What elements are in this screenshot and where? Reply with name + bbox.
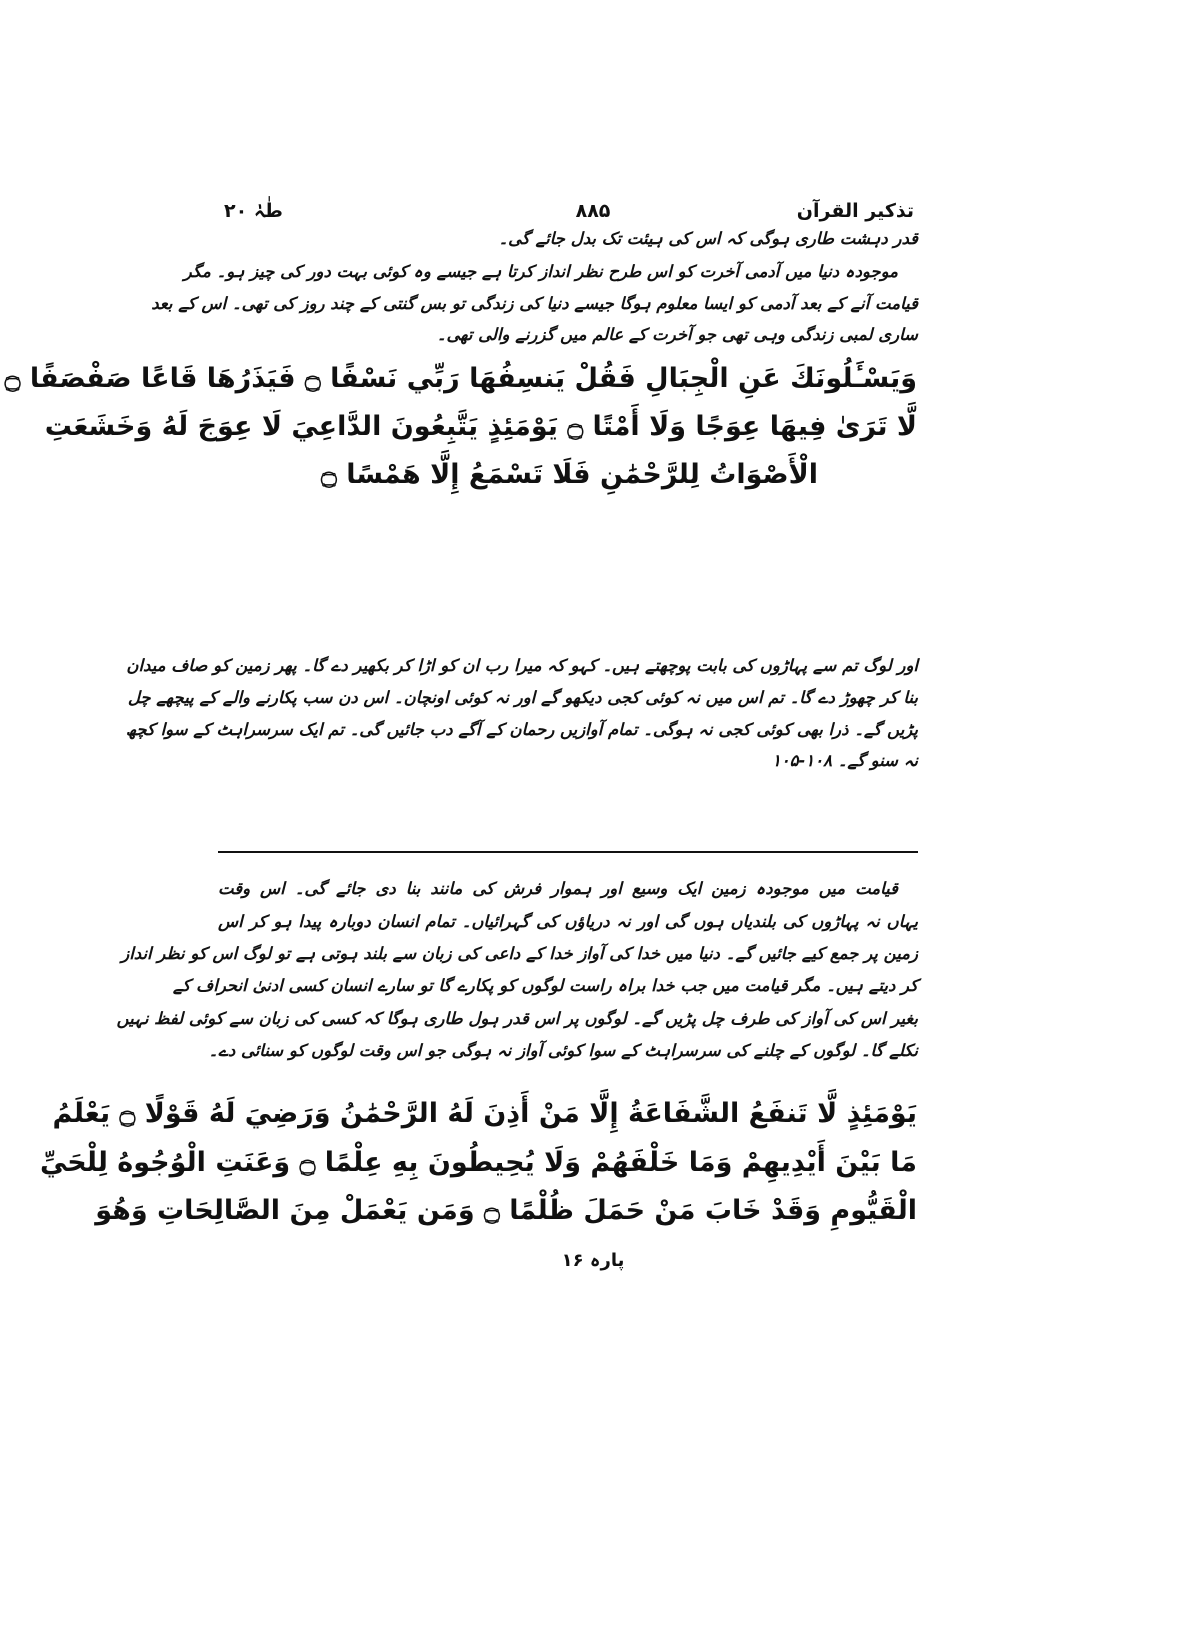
quran-verse-line: الْقَيُّومِ وَقَدْ خَابَ مَنْ حَمَلَ ظُلْمًا ۝ وَمَن يَعْمَلْ مِنَ الصَّالِحَاتِ وَهُوَ bbox=[95, 1195, 917, 1226]
surah-name: طٰہٰ ۲۰ bbox=[224, 200, 283, 222]
quran-verse-line: لَّا تَرَىٰ فِيهَا عِوَجًا وَلَا أَمْتًا ۝ يَوْمَئِذٍ يَتَّبِعُونَ الدَّاعِيَ لَا عِوَجَ لَهُ وَخَشَعَتِ bbox=[44, 411, 917, 442]
commentary-line: قیامت آنے کے بعد آدمی کو ایسا معلوم ہوگا جیسے دنیا کی زندگی تو بس گنتی کے چند روز کی تھی۔ اس کے بعد bbox=[151, 294, 918, 313]
quran-verse-line: مَا بَيْنَ أَيْدِيهِمْ وَمَا خَلْفَهُمْ وَلَا يُحِيطُونَ بِهِ عِلْمًا ۝ وَعَنَتِ الْوُجُوهُ لِلْحَيِّ bbox=[39, 1147, 917, 1178]
quran-verse-line: وَيَسْـَٔلُونَكَ عَنِ الْجِبَالِ فَقُلْ يَنسِفُهَا رَبِّي نَسْفًا ۝ فَيَذَرُهَا قَاعًا صَفْصَفًا ۝ bbox=[4, 363, 917, 394]
commentary-line: قیامت میں موجودہ زمین ایک وسیع اور ہموار فرش کی مانند بنا دی جائے گی۔ اس وقت bbox=[218, 879, 898, 898]
translation-line: اور لوگ تم سے پہاڑوں کی بابت پوچھتے ہیں۔ کہو کہ میرا رب ان کو اڑا کر بکھیر دے گا۔ پھر زمین کو صاف میدان bbox=[126, 656, 918, 675]
commentary-line: یہاں نہ پہاڑوں کی بلندیاں ہوں گی اور نہ دریاؤں کی گہرائیاں۔ تمام انسان دوبارہ پیدا ہو کر اس bbox=[218, 912, 918, 931]
quran-verse-line: الْأَصْوَاتُ لِلرَّحْمَٰنِ فَلَا تَسْمَعُ إِلَّا هَمْسًا ۝ bbox=[321, 459, 818, 490]
commentary-line: بغیر اس کی آواز کی طرف چل پڑیں گے۔ لوگوں پر اس قدر ہول طاری ہوگا کہ کسی کی زبان سے کوئی لفظ نہیں bbox=[116, 1009, 918, 1028]
commentary-line: ساری لمبی زندگی وہی تھی جو آخرت کے عالم میں گزرنے والی تھی۔ bbox=[436, 325, 918, 344]
para-footer: پارہ ۱۶ bbox=[561, 1250, 625, 1271]
commentary-line: زمین پر جمع کیے جائیں گے۔ دنیا میں خدا کی آواز خدا کے داعی کی زبان سے بلند ہوتی ہے تو لوگ اس کو نظر انداز bbox=[121, 944, 918, 963]
commentary-line: نکلے گا۔ لوگوں کے چلنے کی سرسراہٹ کے سوا کوئی آواز نہ ہوگی جو اس وقت لوگوں کو سنائی دے۔ bbox=[208, 1041, 918, 1060]
commentary-line: کر دیتے ہیں۔ مگر قیامت میں جب خدا براہ راست لوگوں کو پکارے گا تو سارے انسان کسی ادنیٰ انحراف کے bbox=[172, 976, 918, 995]
commentary-line: قدر دہشت طاری ہوگی کہ اس کی ہیئت تک بدل جائے گی۔ bbox=[498, 229, 918, 248]
translation-line: نہ سنو گے۔ ۱۰۸-۱۰۵ bbox=[771, 751, 918, 770]
book-title: تذکیر القرآن bbox=[796, 200, 914, 222]
translation-line: بنا کر چھوڑ دے گا۔ تم اس میں نہ کوئی کجی دیکھو گے اور نہ کوئی اونچان۔ اس دن سب پکارنے والے کے پیچھے چل bbox=[127, 688, 918, 707]
quran-verse-line: يَوْمَئِذٍ لَّا تَنفَعُ الشَّفَاعَةُ إِلَّا مَنْ أَذِنَ لَهُ الرَّحْمَٰنُ وَرَضِيَ لَهُ قَوْلًا ۝ يَعْلَمُ bbox=[52, 1098, 917, 1129]
commentary-line: موجودہ دنیا میں آدمی آخرت کو اس طرح نظر انداز کرتا ہے جیسے وہ کوئی بہت دور کی چیز ہو۔ مگر bbox=[183, 262, 898, 281]
divider-rule bbox=[218, 851, 918, 853]
page-number: ۸۸۵ bbox=[575, 200, 611, 222]
translation-line: پڑیں گے۔ ذرا بھی کوئی کجی نہ ہوگی۔ تمام آوازیں رحمان کے آگے دب جائیں گی۔ تم ایک سرسراہٹ کے سوا کچھ bbox=[125, 720, 918, 739]
